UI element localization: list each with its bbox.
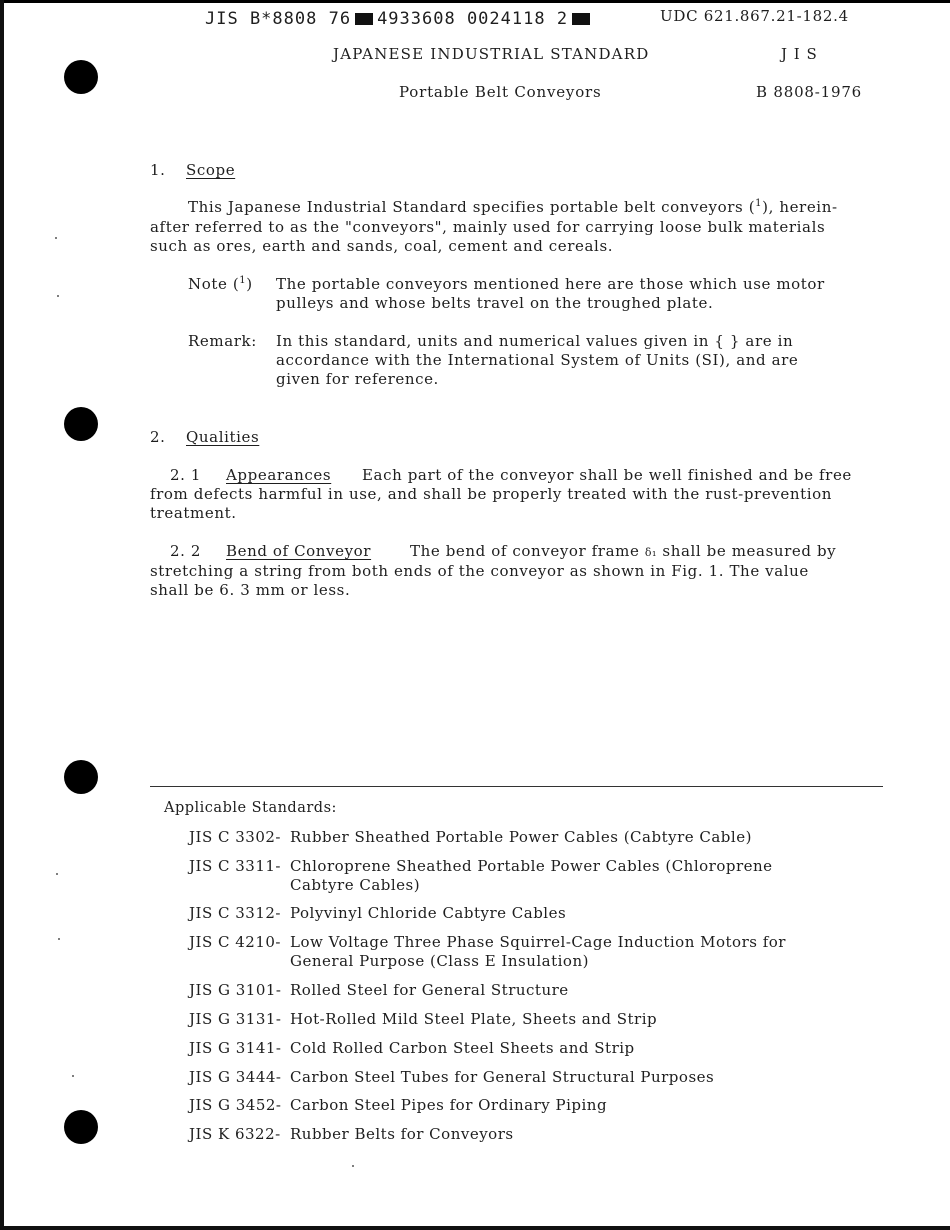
standard-title: Polyvinyl Chloride Cabtyre Cables: [290, 904, 567, 922]
standard-number: B 8808-1976: [756, 83, 863, 101]
subsection-2-2-number: 2. 2: [170, 542, 202, 560]
standard-title: Hot-Rolled Mild Steel Plate, Sheets and Strip: [290, 1010, 658, 1028]
redaction-block: [355, 13, 373, 25]
punch-hole: [64, 407, 98, 441]
note-line-2: pulleys and whose belts travel on the troughed plate.: [276, 294, 714, 312]
punch-hole: [64, 1110, 98, 1144]
standard-title: Rubber Sheathed Portable Power Cables (Cabtyre Cable): [290, 828, 752, 846]
redaction-block: [572, 13, 590, 25]
catalog-serial: [205, 9, 594, 29]
standard-title: Rubber Belts for Conveyors: [290, 1125, 514, 1143]
scan-speck: [55, 237, 57, 239]
appearance-line-3: treatment.: [150, 504, 237, 522]
scan-speck: [352, 1165, 354, 1167]
footnote-divider: [150, 786, 883, 787]
note-label-text: Note (: [188, 275, 240, 293]
standard-code: JIS G 3131-: [189, 1010, 282, 1028]
bend-line-1: [410, 542, 836, 560]
scope-line-2: after referred to as the "conveyors", mainly used for carrying loose bulk materials: [150, 218, 826, 236]
footnote-ref: 1: [755, 198, 763, 209]
section-2-heading: Qualities: [186, 428, 260, 446]
scope-line-1: [188, 198, 838, 216]
standard-code: JIS C 3312-: [189, 904, 281, 922]
jis-mark: J I S: [781, 45, 818, 63]
subsection-2-2-heading: Bend of Conveyor: [226, 542, 372, 560]
udc-number: UDC 621.867.21-182.4: [660, 7, 849, 25]
standard-code: JIS G 3452-: [189, 1096, 282, 1114]
note-label-text: ): [246, 275, 253, 293]
section-2-number: 2.: [150, 428, 166, 446]
subsection-2-1-heading: Appearances: [226, 466, 332, 484]
standard-title: Rolled Steel for General Structure: [290, 981, 569, 999]
standard-title: Carbon Steel Pipes for Ordinary Piping: [290, 1096, 608, 1114]
punch-hole: [64, 760, 98, 794]
standard-code: JIS G 3444-: [189, 1068, 282, 1086]
section-1-number: 1.: [150, 161, 166, 179]
bend-line-2: stretching a string from both ends of the conveyor as shown in Fig. 1. The value: [150, 562, 809, 580]
scan-top-edge: [0, 0, 950, 3]
scan-speck: [72, 1075, 74, 1077]
standard-code: JIS C 3311-: [189, 857, 281, 875]
applicable-standards-heading: Applicable Standards:: [164, 800, 337, 816]
scan-speck: [57, 295, 59, 297]
standard-code: JIS G 3141-: [189, 1039, 282, 1057]
scan-left-edge: [0, 0, 4, 1230]
appearance-line-2: from defects harmful in use, and shall be properly treated with the rust-prevention: [150, 485, 833, 503]
standard-title: Cold Rolled Carbon Steel Sheets and Strip: [290, 1039, 635, 1057]
standard-title: Chloroprene Sheathed Portable Power Cables (Chloroprene Cabtyre Cables): [290, 857, 773, 894]
appearance-line-1: Each part of the conveyor shall be well finished and be free: [362, 466, 852, 484]
serial-mid: 4933608 0024118 2: [377, 9, 569, 29]
standard-code: JIS K 6322-: [189, 1125, 281, 1143]
scope-text: ), herein-: [762, 198, 838, 216]
remark-line-1: In this standard, units and numerical values given in { } are in: [276, 332, 794, 350]
bend-text: shall be measured by: [662, 542, 837, 560]
scope-line-3: such as ores, earth and sands, coal, cement and cereals.: [150, 237, 614, 255]
document-title: Portable Belt Conveyors: [399, 83, 602, 101]
standard-code: JIS G 3101-: [189, 981, 282, 999]
punch-hole: [64, 60, 98, 94]
scan-bottom-edge: [0, 1226, 950, 1230]
scope-text: This Japanese Industrial Standard specifies portable belt conveyors (: [188, 198, 756, 216]
footnote-ref: 1: [239, 275, 247, 286]
remark-line-2: accordance with the International System of Units (SI), and are: [276, 351, 799, 369]
note-line-1: The portable conveyors mentioned here are those which use motor: [276, 275, 825, 293]
standard-code: JIS C 4210-: [189, 933, 281, 951]
serial-left: JIS B*8808 76: [205, 9, 352, 29]
bend-text: The bend of conveyor frame: [410, 542, 640, 560]
org-title: JAPANESE INDUSTRIAL STANDARD: [333, 45, 650, 63]
subsection-2-1-number: 2. 1: [170, 466, 202, 484]
note-label: [188, 275, 253, 293]
standard-title: Low Voltage Three Phase Squirrel-Cage Induction Motors for General Purpose (Class E Insulation): [290, 933, 786, 970]
scan-speck: [58, 938, 60, 940]
standard-code: JIS C 3302-: [189, 828, 281, 846]
remark-line-3: given for reference.: [276, 370, 439, 388]
section-1-heading: Scope: [186, 161, 236, 179]
delta-symbol: δ₁: [644, 546, 658, 559]
remark-label: Remark:: [188, 332, 257, 350]
standard-title: Carbon Steel Tubes for General Structural Purposes: [290, 1068, 715, 1086]
bend-line-3: shall be 6. 3 mm or less.: [150, 581, 351, 599]
scan-speck: [56, 873, 58, 875]
